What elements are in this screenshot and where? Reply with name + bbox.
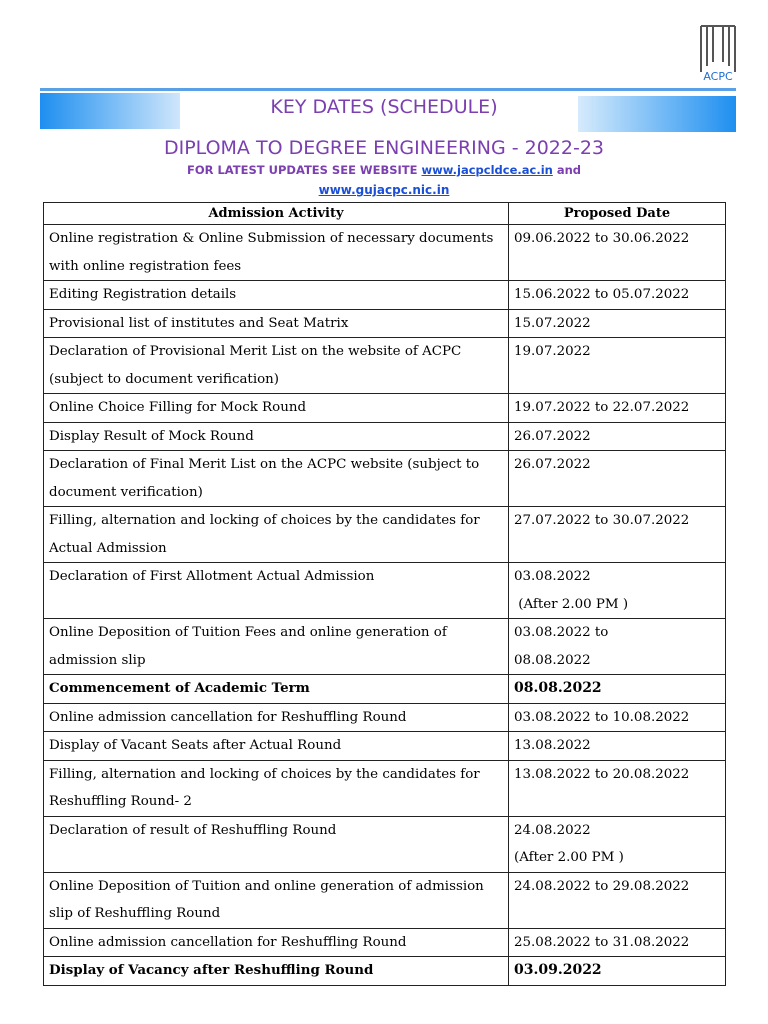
activity-cell: Display Result of Mock Round [44, 422, 509, 451]
table-row [44, 309, 726, 338]
date-cell [509, 760, 726, 816]
page-subtitle: DIPLOMA TO DEGREE ENGINEERING - 2022-23 [163, 137, 605, 159]
table-row [44, 675, 726, 704]
date-cell [509, 394, 726, 423]
date-value: 03.08.2022 to 10.08.2022 [514, 709, 690, 725]
activity-cell: Declaration of Provisional Merit List on the website of ACPC (subject to document verification) [44, 338, 509, 394]
date-cell [509, 703, 726, 732]
date-cell [509, 928, 726, 957]
date-value: 03.08.2022 [514, 569, 591, 584]
table-row [44, 281, 726, 310]
date-value: 26.07.2022 [514, 457, 591, 472]
activity-cell: Declaration of First Allotment Actual Admission [44, 563, 509, 619]
activity-cell: Declaration of result of Reshuffling Round [44, 816, 509, 872]
acpc-logo [697, 22, 739, 84]
activity-cell: Online Deposition of Tuition and online generation of admission slip of Reshuffling Round [44, 872, 509, 928]
activity-cell: Editing Registration details [44, 281, 509, 310]
date-value: 19.07.2022 to 22.07.2022 [514, 400, 690, 415]
table-row [44, 225, 726, 281]
table-row [44, 338, 726, 394]
table-row [44, 760, 726, 816]
date-cell [509, 957, 726, 986]
date-value: 26.07.2022 [514, 428, 591, 444]
activity-cell: Declaration of Final Merit List on the ACPC website (subject to document verification) [44, 451, 509, 507]
activity-cell: Online registration & Online Submission of necessary documents with online registration fees [44, 225, 509, 281]
activity-cell: Online Choice Filling for Mock Round [44, 394, 509, 423]
date-note: (After 2.00 PM ) [514, 596, 629, 612]
date-cell [509, 507, 726, 563]
date-value: 03.09.2022 [514, 962, 602, 978]
date-value: 25.08.2022 to 31.08.2022 [514, 934, 690, 950]
date-cell [509, 281, 726, 310]
table-row [44, 422, 726, 451]
table-row [44, 957, 726, 986]
date-value: 24.08.2022 to 29.08.2022 [514, 878, 690, 894]
activity-cell: Online admission cancellation for Reshuffling Round [44, 703, 509, 732]
page-title: KEY DATES (SCHEDULE) [270, 96, 498, 118]
table-row [44, 563, 726, 619]
table-row [44, 507, 726, 563]
date-cell [509, 225, 726, 281]
table-row [44, 394, 726, 423]
date-value: 13.08.2022 to 20.08.2022 [514, 766, 690, 782]
date-cell [509, 732, 726, 761]
date-cell [509, 422, 726, 451]
date-cell [509, 338, 726, 394]
date-note: (After 2.00 PM ) [514, 850, 624, 865]
date-cell [509, 563, 726, 619]
date-value: 24.08.2022 [514, 822, 591, 838]
website-link-jacpc[interactable]: www.jacpcldce.ac.in [421, 163, 553, 177]
date-cell [509, 816, 726, 872]
activity-cell: Provisional list of institutes and Seat Matrix [44, 309, 509, 338]
date-cell [509, 872, 726, 928]
column-header-date: Proposed Date [509, 203, 726, 225]
date-value: 15.06.2022 to 05.07.2022 [514, 287, 690, 302]
website-link-gujacpc[interactable]: www.gujacpc.nic.in [318, 183, 450, 197]
column-header-activity: Admission Activity [44, 203, 509, 225]
activity-cell: Filling, alternation and locking of choices by the candidates for Reshuffling Round- 2 [44, 760, 509, 816]
table-row [44, 928, 726, 957]
activity-cell: Commencement of Academic Term [44, 675, 509, 704]
date-cell [509, 675, 726, 704]
activity-cell: Display of Vacant Seats after Actual Round [44, 732, 509, 761]
date-value: 03.08.2022 to [514, 625, 609, 640]
updates-line: FOR LATEST UPDATES SEE WEBSITE www.jacpcldce.ac.in and [186, 163, 582, 177]
date-value: 13.08.2022 [514, 738, 591, 753]
date-value: 09.06.2022 to 30.06.2022 [514, 231, 690, 246]
date-value: 08.08.2022 [514, 680, 602, 696]
date-value: 19.07.2022 [514, 344, 591, 359]
table-row [44, 619, 726, 675]
activity-cell: Filling, alternation and locking of choices by the candidates for Actual Admission [44, 507, 509, 563]
table-header-row [44, 203, 726, 225]
date-cell [509, 309, 726, 338]
schedule-table [43, 202, 726, 986]
activity-cell: Online admission cancellation for Reshuffling Round [44, 928, 509, 957]
date-value: 27.07.2022 to 30.07.2022 [514, 513, 690, 528]
table-row [44, 703, 726, 732]
table-row [44, 732, 726, 761]
svg-text:ACPC: ACPC [703, 70, 733, 83]
table-row [44, 816, 726, 872]
table-row [44, 872, 726, 928]
header-rule [40, 88, 736, 91]
date-note: 08.08.2022 [514, 652, 591, 668]
date-cell [509, 619, 726, 675]
date-cell [509, 451, 726, 507]
activity-cell: Display of Vacancy after Reshuffling Round [44, 957, 509, 986]
table-row [44, 451, 726, 507]
date-value: 15.07.2022 [514, 315, 591, 331]
updates-line-2 [0, 183, 768, 197]
activity-cell: Online Deposition of Tuition Fees and online generation of admission slip [44, 619, 509, 675]
